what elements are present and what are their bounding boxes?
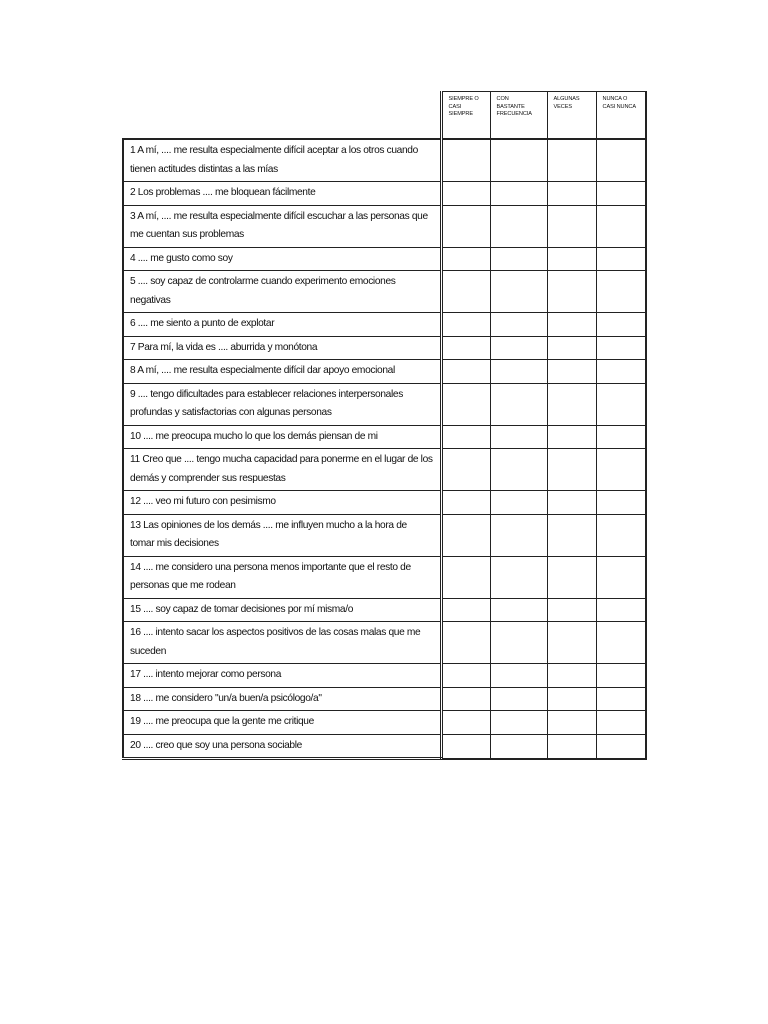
answer-cell-often[interactable] xyxy=(490,622,547,664)
answer-cell-often[interactable] xyxy=(490,247,547,271)
item-row xyxy=(123,271,646,313)
answer-cell-never[interactable] xyxy=(596,360,646,384)
answer-cell-often[interactable] xyxy=(490,664,547,688)
answer-cell-often[interactable] xyxy=(490,734,547,759)
item-row xyxy=(123,449,646,491)
answer-cell-always[interactable] xyxy=(441,336,490,360)
answer-cell-often[interactable] xyxy=(490,514,547,556)
answer-cell-often[interactable] xyxy=(490,336,547,360)
answer-cell-sometimes[interactable] xyxy=(547,247,596,271)
item-row xyxy=(123,556,646,598)
answer-cell-never[interactable] xyxy=(596,271,646,313)
item-row xyxy=(123,491,646,515)
answer-cell-never[interactable] xyxy=(596,449,646,491)
item-row xyxy=(123,360,646,384)
item-row xyxy=(123,247,646,271)
item-row xyxy=(123,598,646,622)
item-text: 5 .... soy capaz de controlarme cuando experimento emociones negativas xyxy=(123,271,441,313)
item-row xyxy=(123,711,646,735)
answer-cell-sometimes[interactable] xyxy=(547,313,596,337)
item-row xyxy=(123,425,646,449)
answer-cell-often[interactable] xyxy=(490,449,547,491)
answer-cell-always[interactable] xyxy=(441,182,490,206)
answer-cell-sometimes[interactable] xyxy=(547,449,596,491)
item-text: 1 A mí, .... me resulta especialmente difícil aceptar a los otros cuando tienen actitudes distintas a las mías xyxy=(123,139,441,182)
answer-cell-never[interactable] xyxy=(596,247,646,271)
item-row xyxy=(123,514,646,556)
answer-cell-sometimes[interactable] xyxy=(547,622,596,664)
item-text: 3 A mí, .... me resulta especialmente difícil escuchar a las personas que me cuentan sus problemas xyxy=(123,205,441,247)
answer-cell-always[interactable] xyxy=(441,664,490,688)
answer-cell-sometimes[interactable] xyxy=(547,687,596,711)
answer-cell-sometimes[interactable] xyxy=(547,664,596,688)
answer-cell-often[interactable] xyxy=(490,383,547,425)
answer-cell-often[interactable] xyxy=(490,425,547,449)
answer-cell-never[interactable] xyxy=(596,139,646,182)
answer-cell-often[interactable] xyxy=(490,205,547,247)
answer-cell-sometimes[interactable] xyxy=(547,734,596,759)
answer-cell-always[interactable] xyxy=(441,556,490,598)
answer-cell-often[interactable] xyxy=(490,360,547,384)
answer-cell-always[interactable] xyxy=(441,313,490,337)
answer-cell-always[interactable] xyxy=(441,383,490,425)
answer-cell-always[interactable] xyxy=(441,271,490,313)
item-row xyxy=(123,336,646,360)
answer-cell-always[interactable] xyxy=(441,687,490,711)
answer-cell-often[interactable] xyxy=(490,271,547,313)
answer-cell-never[interactable] xyxy=(596,687,646,711)
answer-cell-often[interactable] xyxy=(490,711,547,735)
answer-cell-sometimes[interactable] xyxy=(547,598,596,622)
answer-cell-always[interactable] xyxy=(441,622,490,664)
answer-cell-sometimes[interactable] xyxy=(547,711,596,735)
answer-cell-never[interactable] xyxy=(596,514,646,556)
answer-cell-sometimes[interactable] xyxy=(547,182,596,206)
item-text: 16 .... intento sacar los aspectos positivos de las cosas malas que me suceden xyxy=(123,622,441,664)
answer-cell-never[interactable] xyxy=(596,491,646,515)
option-header-sometimes: ALGUNAS VECES xyxy=(547,92,596,140)
item-text: 17 .... intento mejorar como persona xyxy=(123,664,441,688)
item-row xyxy=(123,687,646,711)
item-row xyxy=(123,664,646,688)
item-text: 10 .... me preocupa mucho lo que los demás piensan de mi xyxy=(123,425,441,449)
answer-cell-often[interactable] xyxy=(490,182,547,206)
answer-cell-sometimes[interactable] xyxy=(547,425,596,449)
answer-cell-always[interactable] xyxy=(441,425,490,449)
item-text: 18 .... me considero "un/a buen/a psicólogo/a" xyxy=(123,687,441,711)
answer-cell-sometimes[interactable] xyxy=(547,139,596,182)
item-text: 11 Creo que .... tengo mucha capacidad para ponerme en el lugar de los demás y comprender sus respuestas xyxy=(123,449,441,491)
answer-cell-always[interactable] xyxy=(441,734,490,759)
item-text: 9 .... tengo dificultades para establecer relaciones interpersonales profundas y satisfactorias con algunas personas xyxy=(123,383,441,425)
answer-cell-sometimes[interactable] xyxy=(547,360,596,384)
item-text: 13 Las opiniones de los demás .... me influyen mucho a la hora de tomar mis decisiones xyxy=(123,514,441,556)
answer-cell-always[interactable] xyxy=(441,449,490,491)
item-row xyxy=(123,622,646,664)
item-row xyxy=(123,734,646,759)
item-row xyxy=(123,182,646,206)
answer-cell-always[interactable] xyxy=(441,139,490,182)
answer-cell-sometimes[interactable] xyxy=(547,271,596,313)
answer-cell-always[interactable] xyxy=(441,491,490,515)
answer-cell-often[interactable] xyxy=(490,556,547,598)
item-text: 6 .... me siento a punto de explotar xyxy=(123,313,441,337)
answer-cell-often[interactable] xyxy=(490,139,547,182)
questionnaire-table xyxy=(122,91,647,760)
answer-cell-never[interactable] xyxy=(596,205,646,247)
item-text: 8 A mí, .... me resulta especialmente difícil dar apoyo emocional xyxy=(123,360,441,384)
answer-cell-sometimes[interactable] xyxy=(547,556,596,598)
answer-cell-always[interactable] xyxy=(441,598,490,622)
item-text: 15 .... soy capaz de tomar decisiones por mí misma/o xyxy=(123,598,441,622)
options-header-row xyxy=(123,92,646,140)
answer-cell-never[interactable] xyxy=(596,664,646,688)
option-header-never: NUNCA O CASI NUNCA xyxy=(596,92,646,140)
item-row xyxy=(123,139,646,182)
answer-cell-never[interactable] xyxy=(596,336,646,360)
answer-cell-never[interactable] xyxy=(596,734,646,759)
answer-cell-never[interactable] xyxy=(596,182,646,206)
answer-cell-never[interactable] xyxy=(596,556,646,598)
answer-cell-always[interactable] xyxy=(441,360,490,384)
answer-cell-always[interactable] xyxy=(441,247,490,271)
answer-cell-often[interactable] xyxy=(490,598,547,622)
option-header-always: SIEMPRE O CASI SIEMPRE xyxy=(441,92,490,140)
answer-cell-never[interactable] xyxy=(596,622,646,664)
answer-cell-never[interactable] xyxy=(596,383,646,425)
answer-cell-always[interactable] xyxy=(441,205,490,247)
item-text: 2 Los problemas .... me bloquean fácilmente xyxy=(123,182,441,206)
questionnaire-sheet xyxy=(122,91,645,760)
item-row xyxy=(123,205,646,247)
item-text: 4 .... me gusto como soy xyxy=(123,247,441,271)
item-text: 20 .... creo que soy una persona sociable xyxy=(123,734,441,759)
answer-cell-often[interactable] xyxy=(490,491,547,515)
header-blank-corner xyxy=(123,92,441,140)
item-row xyxy=(123,313,646,337)
answer-cell-always[interactable] xyxy=(441,514,490,556)
answer-cell-often[interactable] xyxy=(490,313,547,337)
answer-cell-never[interactable] xyxy=(596,425,646,449)
option-header-often: CON BASTANTE FRECUENCIA xyxy=(490,92,547,140)
item-text: 12 .... veo mi futuro con pesimismo xyxy=(123,491,441,515)
answer-cell-never[interactable] xyxy=(596,711,646,735)
answer-cell-sometimes[interactable] xyxy=(547,383,596,425)
answer-cell-sometimes[interactable] xyxy=(547,205,596,247)
answer-cell-always[interactable] xyxy=(441,711,490,735)
items-body xyxy=(123,139,646,759)
answer-cell-sometimes[interactable] xyxy=(547,514,596,556)
answer-cell-never[interactable] xyxy=(596,598,646,622)
item-text: 19 .... me preocupa que la gente me critique xyxy=(123,711,441,735)
item-row xyxy=(123,383,646,425)
answer-cell-sometimes[interactable] xyxy=(547,491,596,515)
answer-cell-sometimes[interactable] xyxy=(547,336,596,360)
answer-cell-never[interactable] xyxy=(596,313,646,337)
item-text: 14 .... me considero una persona menos importante que el resto de personas que me rodean xyxy=(123,556,441,598)
item-text: 7 Para mí, la vida es .... aburrida y monótona xyxy=(123,336,441,360)
answer-cell-often[interactable] xyxy=(490,687,547,711)
